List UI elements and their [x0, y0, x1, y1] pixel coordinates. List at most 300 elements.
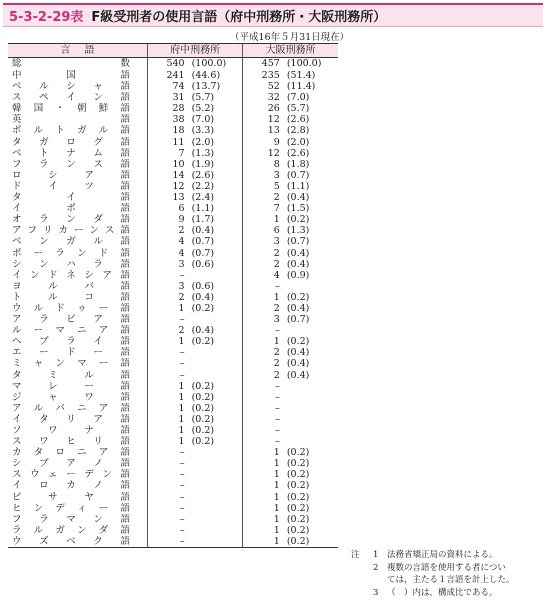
osaka-count: – — [243, 414, 285, 425]
table-row — [8, 336, 338, 347]
table-row — [8, 392, 338, 403]
language-name-text: タ ミ ル 語 — [12, 369, 130, 381]
language-name-text: カ タ ロ ニ ア 語 — [12, 447, 130, 459]
osaka-percent: (1.1) — [286, 180, 310, 192]
table-row — [8, 358, 338, 369]
language-name — [8, 403, 148, 414]
osaka-count: 26 — [243, 103, 285, 114]
language-name — [8, 214, 148, 225]
osaka-percent: (0.9) — [286, 269, 310, 281]
osaka-count: 1 — [243, 447, 285, 458]
osaka-percent: (2.8) — [286, 125, 310, 137]
table-row — [8, 81, 338, 92]
language-name — [8, 70, 148, 81]
osaka-count: 1 — [243, 492, 285, 503]
fuchu-count: 241 — [148, 70, 190, 81]
fuchu-count: 7 — [148, 148, 190, 159]
table-row — [8, 314, 338, 325]
table-row — [8, 270, 338, 281]
osaka-count: 1 — [243, 469, 285, 480]
language-name-text: ジ ャ ワ 語 — [12, 391, 130, 403]
table-row — [8, 259, 338, 270]
table-row — [8, 458, 338, 469]
language-name — [8, 336, 148, 347]
osaka-count: 1 — [243, 525, 285, 536]
language-name — [8, 281, 148, 292]
language-name — [8, 259, 148, 270]
osaka-count: – — [243, 425, 285, 436]
fuchu-count: – — [148, 514, 190, 525]
osaka-count: 3 — [243, 314, 285, 325]
note-item — [351, 549, 515, 562]
osaka-count: 3 — [243, 236, 285, 247]
fuchu-count: – — [148, 370, 190, 381]
table-body — [8, 58, 338, 548]
fuchu-count: – — [148, 358, 190, 369]
note-continuation: ては，主たる１言語を計上した。 — [387, 575, 515, 585]
language-name — [8, 248, 148, 259]
table-row — [8, 303, 338, 314]
note-text: （ ）内は，構成比である。 — [387, 587, 498, 598]
table-row — [8, 480, 338, 491]
osaka-percent: (0.2) — [286, 336, 310, 348]
fuchu-count: 11 — [148, 137, 190, 148]
fuchu-count: 1 — [148, 381, 190, 392]
language-name-text: フ ラ マ ン 語 — [12, 513, 130, 525]
language-name-text: ス ワ ヒ リ 語 — [12, 436, 130, 448]
table-row-total — [8, 58, 338, 71]
language-name-text: フ ラ ン ス 語 — [12, 158, 130, 170]
fuchu-percent — [190, 480, 243, 491]
osaka-percent: (0.2) — [286, 491, 310, 503]
fuchu-count: 74 — [148, 81, 190, 92]
fuchu-count: – — [148, 270, 190, 281]
language-name-text: ス ペ イ ン 語 — [12, 92, 130, 104]
table-row — [8, 536, 338, 548]
language-name-text: ト ル コ 語 — [12, 291, 130, 303]
fuchu-percent — [190, 314, 243, 325]
language-name-text: ミ ャ ン マ ー 語 — [12, 358, 130, 370]
language-name — [8, 325, 148, 336]
language-name-text: 中 国 語 — [12, 70, 130, 81]
fuchu-percent: (100.0) — [191, 58, 227, 69]
fuchu-count: 1 — [148, 392, 190, 403]
table-header-row — [8, 44, 338, 58]
language-name-text: ベ ル シ ャ 語 — [12, 81, 130, 93]
language-name — [8, 503, 148, 514]
language-name — [8, 536, 148, 548]
osaka-count: 2 — [243, 358, 285, 369]
osaka-count: – — [243, 436, 285, 447]
language-name-text: ス ウ ェ ー デ ン 語 — [12, 469, 130, 481]
fuchu-count: 12 — [148, 181, 190, 192]
table-row — [8, 525, 338, 536]
fuchu-percent — [190, 447, 243, 458]
table-row — [8, 436, 338, 447]
language-name-text: マ レ ー 語 — [12, 380, 130, 392]
fuchu-count: 4 — [148, 248, 190, 259]
language-name-text: イ ボ 語 — [12, 203, 130, 215]
table-row — [8, 170, 338, 181]
fuchu-count: – — [148, 492, 190, 503]
osaka-percent: (0.4) — [286, 347, 310, 359]
note-item — [351, 587, 515, 600]
osaka-percent: (0.4) — [286, 302, 310, 314]
note-text: 法務省矯正局の資料による。 — [387, 550, 498, 560]
fuchu-count: 1 — [148, 425, 190, 436]
fuchu-count: 1 — [148, 414, 190, 425]
language-name — [8, 58, 148, 71]
osaka-count: 6 — [243, 225, 285, 236]
language-name — [8, 525, 148, 536]
language-name — [8, 270, 148, 281]
language-name-text: ド イ ツ 語 — [12, 180, 130, 192]
fuchu-percent: (0.6) — [191, 258, 215, 270]
fuchu-percent: (0.2) — [191, 413, 215, 425]
osaka-percent — [285, 414, 338, 425]
fuchu-count: – — [148, 480, 190, 491]
fuchu-count: – — [148, 525, 190, 536]
table-row — [8, 137, 338, 148]
fuchu-percent: (13.7) — [191, 81, 221, 93]
fuchu-percent — [190, 514, 243, 525]
fuchu-count: 1 — [148, 303, 190, 314]
osaka-count: 2 — [243, 192, 285, 203]
osaka-count: 1 — [243, 292, 285, 303]
fuchu-count: 10 — [148, 159, 190, 170]
language-name — [8, 303, 148, 314]
fuchu-percent: (3.3) — [191, 125, 215, 137]
osaka-count: 5 — [243, 181, 285, 192]
language-name — [8, 447, 148, 458]
language-name — [8, 137, 148, 148]
osaka-count: 1 — [243, 514, 285, 525]
table-row — [8, 425, 338, 436]
osaka-count: 13 — [243, 125, 285, 136]
osaka-count: – — [243, 381, 285, 392]
table-row — [8, 181, 338, 192]
language-name — [8, 469, 148, 480]
fuchu-count: 2 — [148, 325, 190, 336]
language-name — [8, 436, 148, 447]
osaka-percent: (0.4) — [286, 358, 310, 370]
osaka-count: 7 — [243, 203, 285, 214]
language-name-text: タ ガ ロ グ 語 — [12, 136, 130, 148]
language-name — [8, 92, 148, 103]
language-name-text: ア フ リ カ ー ン ス 語 — [12, 225, 130, 237]
fuchu-count: 9 — [148, 214, 190, 225]
osaka-count: 3 — [243, 170, 285, 181]
fuchu-percent: (1.3) — [191, 147, 215, 159]
fuchu-percent: (0.2) — [191, 436, 215, 448]
table-row — [8, 125, 338, 136]
fuchu-percent — [190, 458, 243, 469]
language-name — [8, 370, 148, 381]
language-name — [8, 148, 148, 159]
fuchu-count: 31 — [148, 92, 190, 103]
language-name — [8, 381, 148, 392]
table-row — [8, 114, 338, 125]
osaka-percent: (2.0) — [286, 136, 310, 148]
osaka-count: 2 — [243, 347, 285, 358]
language-name — [8, 203, 148, 214]
language-name-text: 韓 国 ・ 朝 鮮 語 — [12, 103, 130, 115]
osaka-count: – — [243, 281, 285, 292]
fuchu-percent: (2.0) — [191, 136, 215, 148]
notes — [351, 549, 515, 599]
fuchu-percent: (5.2) — [191, 103, 215, 115]
osaka-percent: (100.0) — [286, 58, 322, 69]
fuchu-percent — [190, 469, 243, 480]
osaka-count: 32 — [243, 92, 285, 103]
fuchu-count: – — [148, 314, 190, 325]
fuchu-percent — [190, 525, 243, 536]
fuchu-percent: (1.7) — [191, 214, 215, 226]
language-name — [8, 314, 148, 325]
language-name — [8, 480, 148, 491]
osaka-percent: (0.7) — [286, 314, 310, 326]
osaka-count: 1 — [243, 480, 285, 491]
language-name — [8, 225, 148, 236]
fuchu-percent: (0.4) — [191, 325, 215, 337]
fuchu-percent — [190, 347, 243, 358]
table-row — [8, 347, 338, 358]
table-row — [8, 447, 338, 458]
osaka-count: – — [243, 392, 285, 403]
language-name — [8, 103, 148, 114]
osaka-count: 8 — [243, 159, 285, 170]
language-name-text: シ ン ハ ラ 語 — [12, 258, 130, 270]
osaka-count: 52 — [243, 81, 285, 92]
osaka-percent: (0.2) — [286, 291, 310, 303]
fuchu-percent: (1.9) — [191, 158, 215, 170]
table-row — [8, 492, 338, 503]
osaka-percent: (0.7) — [286, 236, 310, 248]
fuchu-count: 1 — [148, 436, 190, 447]
fuchu-percent: (0.7) — [191, 236, 215, 248]
fuchu-percent: (7.0) — [191, 114, 215, 126]
fuchu-percent: (44.6) — [191, 70, 221, 81]
fuchu-count: 13 — [148, 192, 190, 203]
language-name-text: ポ ル ト ガ ル 語 — [12, 125, 130, 137]
note-item — [351, 562, 515, 575]
fuchu-count: – — [148, 469, 190, 480]
osaka-count: 1 — [243, 503, 285, 514]
language-name-text: ソ ワ ナ 語 — [12, 425, 130, 436]
table-row — [8, 370, 338, 381]
language-name-text: ロ シ ア 語 — [12, 169, 130, 181]
osaka-percent: (0.2) — [285, 536, 338, 548]
language-name — [8, 492, 148, 503]
osaka-percent — [285, 425, 338, 436]
language-name-text: イ タ リ ア 語 — [12, 413, 130, 425]
table-row — [8, 325, 338, 336]
osaka-count: 2 — [243, 259, 285, 270]
fuchu-count: 2 — [148, 292, 190, 303]
fuchu-count: 1 — [148, 403, 190, 414]
language-name-text: ア ラ ビ ア 語 — [12, 314, 130, 326]
table-row — [8, 292, 338, 303]
language-name-text: タ イ 語 — [12, 192, 130, 204]
language-name-text: イ ロ カ ノ 語 — [12, 480, 130, 492]
fuchu-percent — [190, 503, 243, 514]
table-row — [8, 469, 338, 480]
language-name-text: ビ サ ヤ 語 — [12, 491, 130, 503]
fuchu-count: 38 — [148, 114, 190, 125]
osaka-percent: (2.6) — [286, 147, 310, 159]
language-name-text: シ ブ ア ノ 語 — [12, 458, 130, 470]
column-header-fuchu: 府中刑務所 — [148, 44, 243, 58]
note-number: 3 — [373, 587, 379, 598]
fuchu-percent: (0.2) — [191, 402, 215, 414]
note-text: 複数の言語を使用する者につい — [387, 562, 506, 573]
fuchu-percent: (0.2) — [191, 336, 215, 348]
language-name-text: ボ ー ラ ン ド 語 — [12, 247, 130, 259]
osaka-percent — [285, 392, 338, 403]
as-of-date: （平成16年５月31日現在） — [230, 32, 350, 43]
osaka-percent: (0.2) — [286, 458, 310, 470]
table-row — [8, 236, 338, 247]
language-name-text: ヒ ン デ ィ ー 語 — [12, 502, 130, 514]
osaka-count: – — [243, 325, 285, 336]
fuchu-count: 14 — [148, 170, 190, 181]
fuchu-percent: (0.2) — [191, 302, 215, 314]
fuchu-count: – — [148, 458, 190, 469]
fuchu-percent: (0.4) — [191, 225, 215, 237]
fuchu-percent — [190, 270, 243, 281]
fuchu-percent: (0.2) — [191, 425, 215, 436]
osaka-percent: (11.4) — [286, 81, 316, 93]
osaka-count: 457 — [243, 58, 285, 71]
table-row — [8, 503, 338, 514]
osaka-count: 9 — [243, 137, 285, 148]
fuchu-count: – — [148, 447, 190, 458]
language-name-text: 英 語 — [12, 114, 130, 126]
fuchu-count: 3 — [148, 259, 190, 270]
osaka-percent: (0.2) — [286, 480, 310, 492]
osaka-percent — [285, 403, 338, 414]
osaka-percent: (0.2) — [286, 502, 310, 514]
fuchu-percent: (2.6) — [191, 169, 215, 181]
language-name — [8, 236, 148, 247]
osaka-percent: (0.4) — [286, 192, 310, 204]
table-row — [8, 381, 338, 392]
language-name-text: ラ ル ガ ン ダ 語 — [12, 524, 130, 536]
language-name — [8, 358, 148, 369]
language-name — [8, 414, 148, 425]
column-header-osaka: 大阪刑務所 — [243, 44, 338, 58]
language-name — [8, 292, 148, 303]
osaka-percent — [285, 436, 338, 447]
table-row — [8, 159, 338, 170]
fuchu-count: 4 — [148, 236, 190, 247]
osaka-percent: (1.3) — [286, 225, 310, 237]
fuchu-percent: (0.6) — [191, 280, 215, 292]
language-name — [8, 514, 148, 525]
fuchu-count: 3 — [148, 281, 190, 292]
language-name — [8, 159, 148, 170]
fuchu-count: – — [148, 347, 190, 358]
language-name-text: ベ ン ガ ル 語 — [12, 236, 130, 248]
osaka-count: 12 — [243, 114, 285, 125]
fuchu-percent: (1.1) — [191, 203, 215, 215]
language-name — [8, 125, 148, 136]
osaka-percent — [285, 381, 338, 392]
fuchu-count: 28 — [148, 103, 190, 114]
table-title-bar — [3, 3, 543, 27]
fuchu-percent: (0.2) — [191, 391, 215, 403]
fuchu-count: 18 — [148, 125, 190, 136]
osaka-count: 1 — [243, 336, 285, 347]
osaka-count: 1 — [243, 458, 285, 469]
language-name — [8, 425, 148, 436]
notes-label: 注 — [351, 550, 360, 560]
osaka-count: 2 — [243, 370, 285, 381]
osaka-count: 2 — [243, 248, 285, 259]
osaka-percent: (0.2) — [286, 214, 310, 226]
table-title: F級受刑者の使用言語（府中刑務所・大阪刑務所） — [91, 10, 387, 25]
osaka-percent — [285, 281, 338, 292]
fuchu-percent: (2.2) — [191, 180, 215, 192]
table-row — [8, 203, 338, 214]
fuchu-percent — [190, 370, 243, 381]
table-row — [8, 192, 338, 203]
fuchu-count: 2 — [148, 225, 190, 236]
language-name-text: ル ー マ ニ ア 語 — [12, 325, 130, 337]
table-row — [8, 514, 338, 525]
column-header-language: 言語 — [8, 44, 148, 58]
osaka-percent — [285, 325, 338, 336]
note-number: 2 — [373, 562, 379, 573]
osaka-percent: (51.4) — [286, 70, 316, 81]
fuchu-count: – — [148, 503, 190, 514]
fuchu-percent: (5.7) — [191, 92, 215, 104]
fuchu-count: 6 — [148, 203, 190, 214]
osaka-count: – — [243, 403, 285, 414]
language-name-text: ウ ル ド ゥ ー 語 — [12, 302, 130, 314]
osaka-percent: (7.0) — [286, 92, 310, 104]
language-name-text: ベ ト ナ ム 語 — [12, 147, 130, 159]
osaka-percent: (1.8) — [286, 158, 310, 170]
osaka-percent: (0.4) — [286, 258, 310, 270]
table-row — [8, 70, 338, 81]
osaka-percent: (0.7) — [286, 169, 310, 181]
fuchu-count: 1 — [148, 336, 190, 347]
language-name-text: 総 数 — [12, 58, 130, 69]
osaka-count: 1 — [243, 214, 285, 225]
table-row — [8, 103, 338, 114]
table-row — [8, 403, 338, 414]
language-name — [8, 392, 148, 403]
osaka-percent: (2.6) — [286, 114, 310, 126]
table-row — [8, 214, 338, 225]
note-number: 1 — [373, 550, 379, 560]
fuchu-count: – — [148, 536, 190, 548]
fuchu-percent: (0.4) — [191, 291, 215, 303]
language-name — [8, 192, 148, 203]
language-name-text: ウ ズ ベ ク 語 — [12, 535, 130, 547]
osaka-count: 12 — [243, 148, 285, 159]
language-name-text: ヘ ブ ラ イ 語 — [12, 336, 130, 348]
language-name — [8, 81, 148, 92]
language-name-text: ア ル バ ニ ア 語 — [12, 402, 130, 414]
fuchu-percent — [190, 492, 243, 503]
language-name — [8, 347, 148, 358]
language-table — [8, 43, 338, 548]
table-number: 5-3-2-29表 — [9, 10, 84, 25]
osaka-count: 235 — [243, 70, 285, 81]
osaka-percent: (0.2) — [286, 524, 310, 536]
